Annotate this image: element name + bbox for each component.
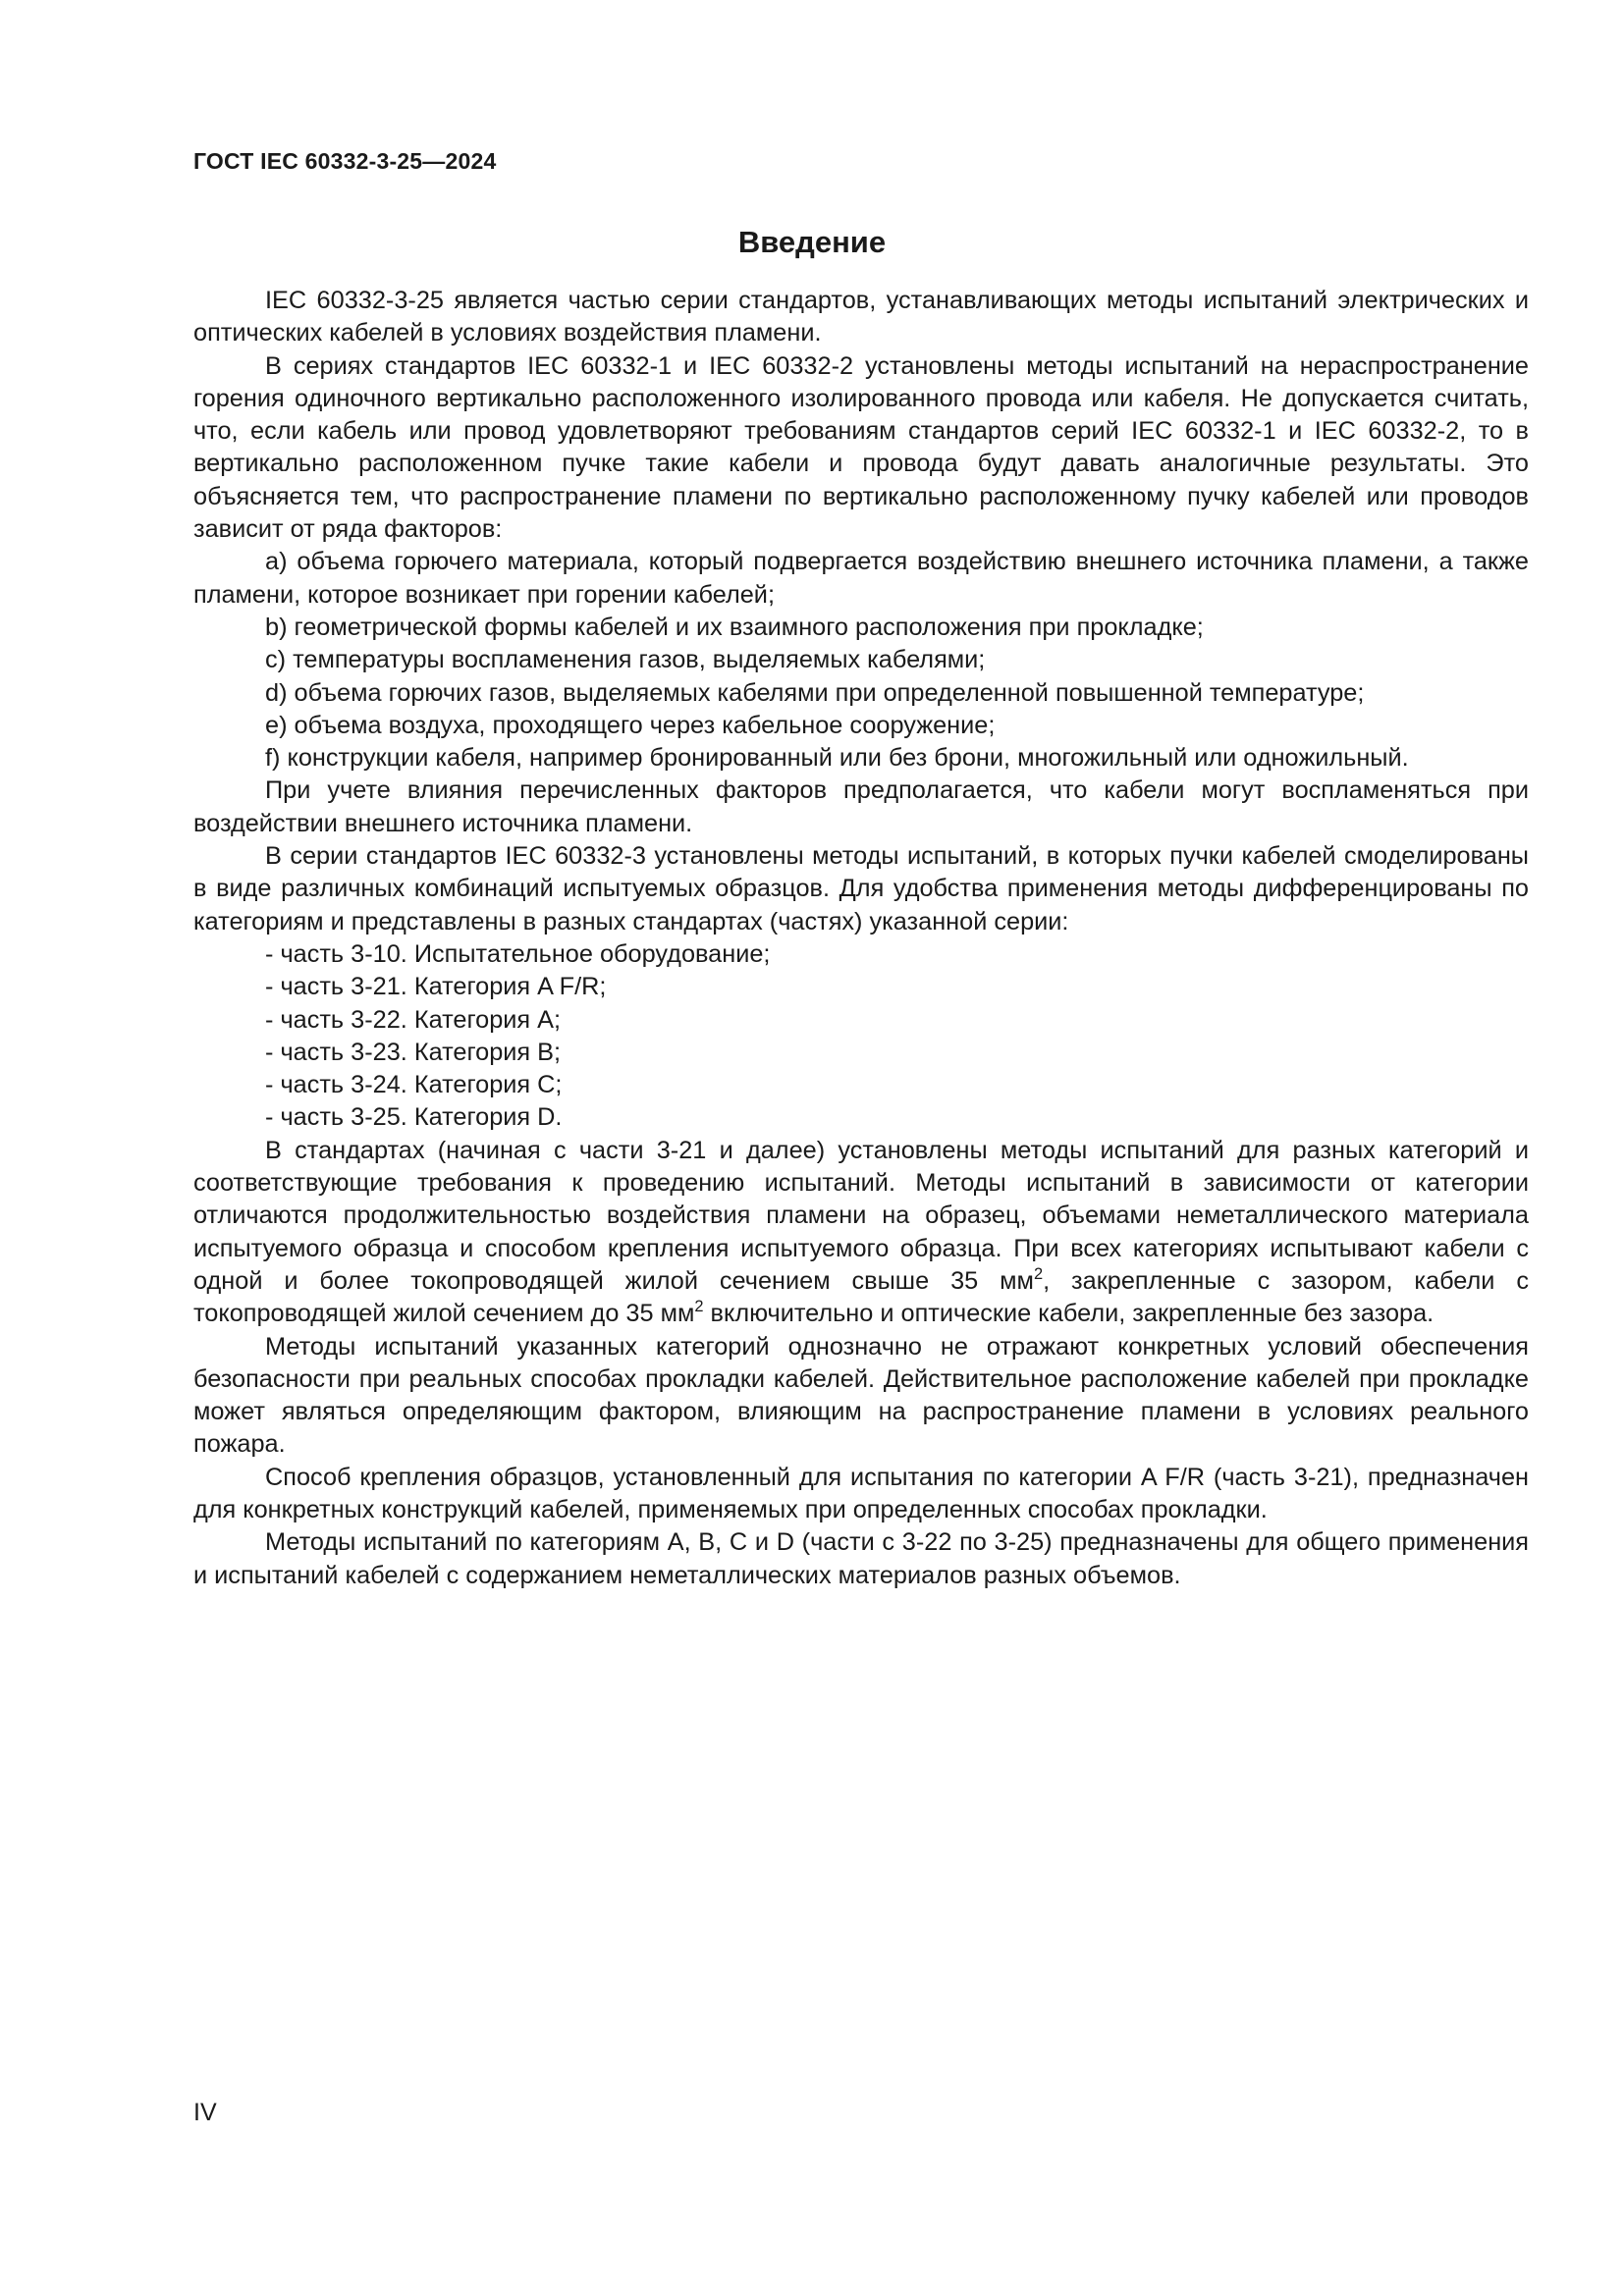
list-item: - часть 3-25. Категория D. xyxy=(265,1103,563,1132)
section-title: Введение xyxy=(737,225,887,259)
superscript: 2 xyxy=(694,1298,704,1316)
paragraph: В серии стандартов IEC 60332-3 установлены методы испытаний, в которых пучки кабелей смоделированы в виде различных комбинаций испытуемых образцов. Для удобства применения методы дифференцированы по категориям и представлены в разных стандартах (частях) указанной серии: xyxy=(193,842,1529,935)
list-item: e) объема воздуха, проходящего через кабельное сооружение; xyxy=(265,711,996,739)
paragraph: В сериях стандартов IEC 60332-1 и IEC 60332-2 установлены методы испытаний на нераспространение горения одиночного вертикально расположенного изолированного провода или кабеля. Не допускается считать, что, если кабель или провод удовлетворяют требованиям стандартов серий IEC 60332-1 и IEC 60332-2, то в вертикально расположенном пучке такие кабели и провода будут давать аналогичные результаты. Это объясняется тем, что распространение пламени по вертикально расположенному пучку кабелей или проводов зависит от ряда факторов: xyxy=(193,351,1529,544)
list-item: - часть 3-21. Категория A F/R; xyxy=(265,973,607,1001)
list-item: - часть 3-23. Категория В; xyxy=(265,1038,562,1066)
list-item: - часть 3-10. Испытательное оборудование; xyxy=(265,939,771,968)
list-item: a) объема горючего материала, который подвергается воздействию внешнего источника пламени, а также пламени, которое возникает при горении кабелей; xyxy=(193,548,1529,609)
page-number: IV xyxy=(193,2099,217,2126)
list-item: d) объема горючих газов, выделяемых кабелями при определенной повышенной температуре; xyxy=(265,678,1365,707)
list-item: - часть 3-22. Категория А; xyxy=(265,1005,562,1034)
list-item: c) температуры воспламенения газов, выделяемых кабелями; xyxy=(265,646,986,674)
paragraph xyxy=(193,1135,1529,1331)
list-item: b) геометрической формы кабелей и их взаимного расположения при прокладке; xyxy=(265,613,1204,641)
paragraph-text: В стандартах (начиная с части 3-21 и далее) установлены методы испытаний для разных категорий и соответствующие требования к проведению испытаний. Методы испытаний в зависимости от категории отличаются продолжительностью воздействия пламени на образец, объемами неметаллического материала испытуемого образца и способом крепления испытуемого образца. При всех категориях испытывают кабели с одной и более токопроводящей жилой сечением свыше 35 мм xyxy=(193,1136,1529,1295)
paragraph: Методы испытаний по категориям A, B, C и D (части с 3-22 по 3-25) предназначены для общего применения и испытаний кабелей с содержанием неметаллических материалов разных объемов. xyxy=(193,1528,1529,1589)
paragraph: Методы испытаний указанных категорий однозначно не отражают конкретных условий обеспечения безопасности при реальных способах прокладки кабелей. Действительное расположение кабелей при прокладке может являться определяющим фактором, влияющим на распространение пламени в условиях реального пожара. xyxy=(193,1332,1529,1459)
paragraph: IEC 60332-3-25 является частью серии стандартов, устанавливающих методы испытаний электрических и оптических кабелей в условиях воздействия пламени. xyxy=(193,287,1529,347)
superscript: 2 xyxy=(1033,1265,1044,1284)
document-header: ГОСТ IEC 60332-3-25—2024 xyxy=(193,148,497,174)
paragraph: При учете влияния перечисленных факторов предполагается, что кабели могут воспламеняться при воздействии внешнего источника пламени. xyxy=(193,776,1529,837)
list-item: - часть 3-24. Категория С; xyxy=(265,1071,563,1099)
paragraph-text: , закрепленные с зазором, кабели с токопроводящей жилой сечением до 35 мм xyxy=(193,1266,1529,1328)
list-item: f) конструкции кабеля, например бронированный или без брони, многожильный или одножильный. xyxy=(265,744,1409,773)
body-text xyxy=(193,285,1529,1592)
paragraph: Способ крепления образцов, установленный для испытания по категории A F/R (часть 3-21), предназначен для конкретных конструкций кабелей, применяемых при определенных способах прокладки. xyxy=(193,1463,1529,1523)
paragraph-text: включительно и оптические кабели, закрепленные без зазора. xyxy=(703,1300,1435,1328)
